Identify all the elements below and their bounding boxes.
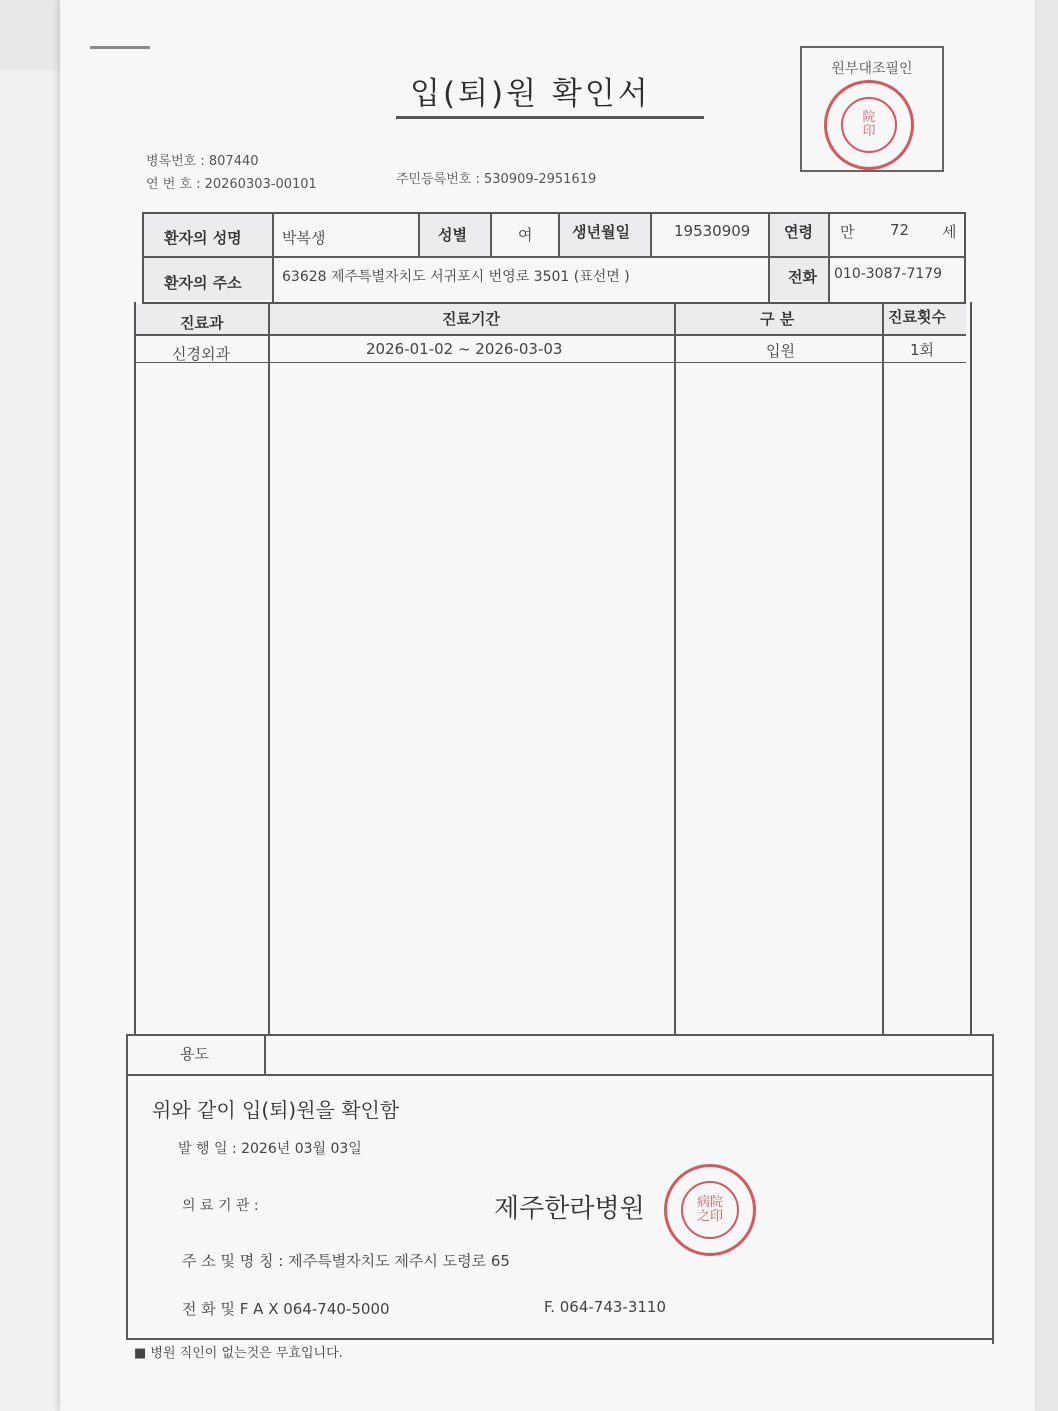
birth-label: 생년월일: [572, 223, 630, 241]
patient-name-value: 박복생: [282, 229, 326, 247]
col-divider: [272, 212, 274, 302]
row-divider: [126, 1074, 994, 1076]
document-title: 입(퇴)원 확인서: [410, 76, 651, 112]
sex-label: 성별: [438, 226, 467, 244]
title-underline: [396, 116, 704, 119]
row-divider: [126, 1034, 994, 1036]
row-department: 신경외과: [172, 345, 230, 363]
seal-box: [800, 46, 944, 172]
corner-mark: [90, 46, 150, 49]
col-divider: [264, 1034, 266, 1074]
phone-label: 전화: [788, 268, 817, 286]
institution-name: 제주한라병원: [494, 1194, 645, 1224]
record-number-label: 병록번호 :: [146, 154, 205, 169]
age-suffix: 세: [942, 223, 957, 241]
resident-number: [396, 168, 596, 187]
resident-number-value: 530909-2951619: [484, 172, 597, 187]
patient-name-label: 환자의 성명: [164, 229, 242, 247]
serial-number-label: 연 번 호 :: [146, 177, 201, 192]
serial-number: [146, 173, 317, 192]
confirmation-statement: 위와 같이 입(퇴)원을 확인함: [152, 1098, 400, 1122]
treatment-table: [134, 302, 972, 1034]
col-divider: [674, 302, 676, 1034]
issue-date-value: : 2026년 03월 03일: [231, 1141, 362, 1157]
hospital-contact-label: 전 화 및 F A X: [182, 1300, 279, 1318]
phone-value: 010-3087-7179: [834, 266, 943, 282]
hospital-phone: 064-740-5000: [283, 1300, 390, 1318]
record-number-value: 807440: [208, 154, 259, 169]
header-period: 진료기간: [442, 310, 500, 328]
header-count: 진료횟수: [888, 308, 946, 326]
purpose-label: 용도: [180, 1045, 209, 1063]
record-number: [146, 150, 259, 169]
header-type: 구 분: [760, 310, 795, 328]
col-divider: [268, 302, 270, 1034]
row-divider: [136, 334, 966, 336]
row-count: 1회: [910, 341, 935, 359]
col-divider: [992, 1034, 994, 1344]
age-value: 72: [890, 221, 910, 239]
hospital-seal-icon: 病院 之印: [664, 1164, 756, 1256]
row-type: 입원: [766, 342, 795, 360]
sex-value: 여: [518, 226, 533, 244]
issue-date-label: 발 행 일: [178, 1141, 228, 1157]
col-divider: [490, 212, 492, 257]
institution-label: 의 료 기 관 :: [182, 1198, 259, 1214]
issue-date: [178, 1138, 362, 1158]
serial-number-value: 20260303-00101: [204, 177, 317, 192]
col-divider: [828, 212, 830, 302]
row-divider: [126, 1338, 994, 1340]
hospital-address: [182, 1250, 510, 1271]
document-page: [60, 0, 1035, 1411]
age-prefix: 만: [840, 223, 855, 241]
address-label: 환자의 주소: [164, 274, 242, 292]
hospital-seal-icon: 院 印: [824, 80, 914, 170]
hospital-fax: F. 064-743-3110: [544, 1298, 667, 1316]
seal-box-label: 원부대조필인: [831, 61, 913, 77]
col-divider: [650, 212, 652, 257]
resident-number-label: 주민등록번호 :: [396, 172, 480, 187]
header-shade: [136, 304, 966, 334]
hospital-address-label: 주 소 및 명 칭 :: [182, 1252, 284, 1270]
row-period: 2026-01-02 ~ 2026-03-03: [366, 340, 563, 358]
col-divider: [882, 302, 884, 1034]
col-divider: [126, 1034, 128, 1340]
header-department: 진료과: [180, 314, 224, 332]
birth-value: 19530909: [674, 222, 751, 240]
age-label: 연령: [784, 223, 813, 241]
hospital-address-value: 제주특별자치도 제주시 도령로 65: [288, 1252, 510, 1270]
address-value: 63628 제주특별자치도 서귀포시 번영로 3501 (표선면 ): [282, 269, 630, 285]
footer-note: ■ 병원 직인이 없는것은 무효입니다.: [134, 1346, 343, 1361]
hospital-contact: [182, 1298, 390, 1319]
row-divider: [136, 362, 966, 363]
